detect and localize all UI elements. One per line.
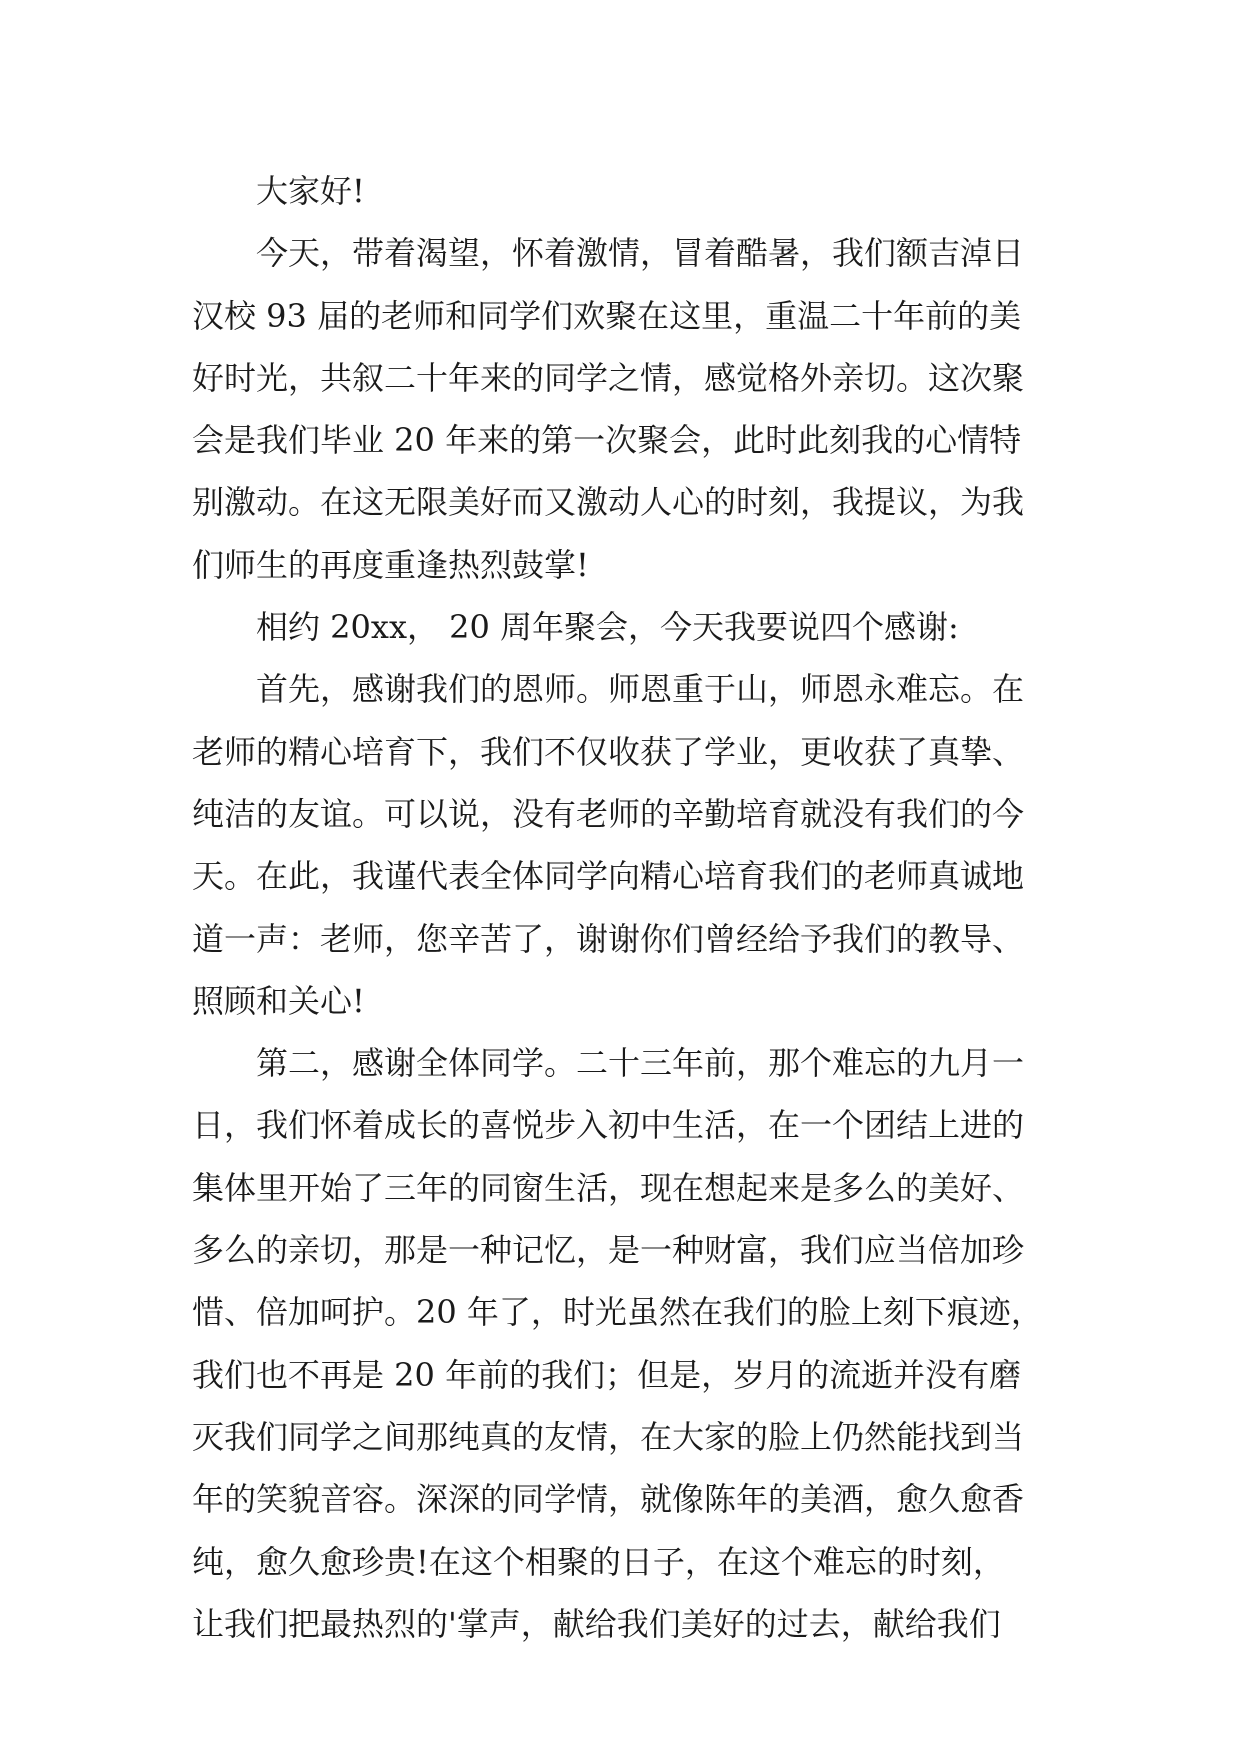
paragraph-4-line-2: 日，我们怀着成长的喜悦步入初中生活，在一个团结上进的 <box>192 1106 1025 1145</box>
paragraph-4-line-10: 让我们把最热烈的'掌声，献给我们美好的过去，献给我们 <box>192 1604 1001 1643</box>
paragraph-3-line-4: 天。在此，我谨代表全体同学向精心培育我们的老师真诚地 <box>192 857 1025 896</box>
paragraph-3-line-1: 首先，感谢我们的恩师。师恩重于山，师恩永难忘。在 <box>256 670 1025 709</box>
paragraph-1-line-1: 今天，带着渴望，怀着激情，冒着酷暑，我们额吉淖日 <box>256 234 1025 273</box>
paragraph-1-line-5: 别激动。在这无限美好而又激动人心的时刻，我提议，为我 <box>192 483 1025 522</box>
paragraph-4-line-8: 年的笑貌音容。深深的同学情，就像陈年的美酒，愈久愈香 <box>192 1480 1025 1519</box>
paragraph-4-line-9: 纯，愈久愈珍贵!在这个相聚的日子，在这个难忘的时刻， <box>192 1542 1005 1581</box>
greeting-line: 大家好! <box>256 172 365 210</box>
paragraph-4-line-3: 集体里开始了三年的同窗生活，现在想起来是多么的美好、 <box>192 1168 1025 1207</box>
paragraph-1-line-2: 汉校 93 届的老师和同学们欢聚在这里，重温二十年前的美 <box>192 296 1022 335</box>
paragraph-4-line-7: 灭我们同学之间那纯真的友情，在大家的脸上仍然能找到当 <box>192 1417 1025 1456</box>
paragraph-3-line-5: 道一声：老师，您辛苦了，谢谢你们曾经给予我们的教导、 <box>192 919 1025 958</box>
paragraph-1-line-4: 会是我们毕业 20 年来的第一次聚会，此时此刻我的心情特 <box>192 421 1022 460</box>
speech-text <box>192 160 1052 1655</box>
paragraph-1-line-3: 好时光，共叙二十年来的同学之情，感觉格外亲切。这次聚 <box>192 358 1025 397</box>
paragraph-4-line-5: 惜、倍加呵护。20 年了，时光虽然在我们的脸上刻下痕迹， <box>192 1293 1043 1332</box>
paragraph-3-line-6: 照顾和关心! <box>192 981 365 1020</box>
paragraph-3-line-3: 纯洁的友谊。可以说，没有老师的辛勤培育就没有我们的今 <box>192 794 1025 833</box>
paragraph-4-line-1: 第二，感谢全体同学。二十三年前，那个难忘的九月一 <box>256 1044 1025 1083</box>
paragraph-4-line-4: 多么的亲切，那是一种记忆，是一种财富，我们应当倍加珍 <box>192 1231 1025 1270</box>
paragraph-1-line-6: 们师生的再度重逢热烈鼓掌! <box>192 545 589 584</box>
paragraph-4-line-6: 我们也不再是 20 年前的我们；但是，岁月的流逝并没有磨 <box>192 1355 1022 1394</box>
paragraph-2-line-1: 相约 20xx， 20 周年聚会，今天我要说四个感谢: <box>256 608 959 647</box>
paragraph-3-line-2: 老师的精心培育下，我们不仅收获了学业，更收获了真挚、 <box>192 732 1025 771</box>
